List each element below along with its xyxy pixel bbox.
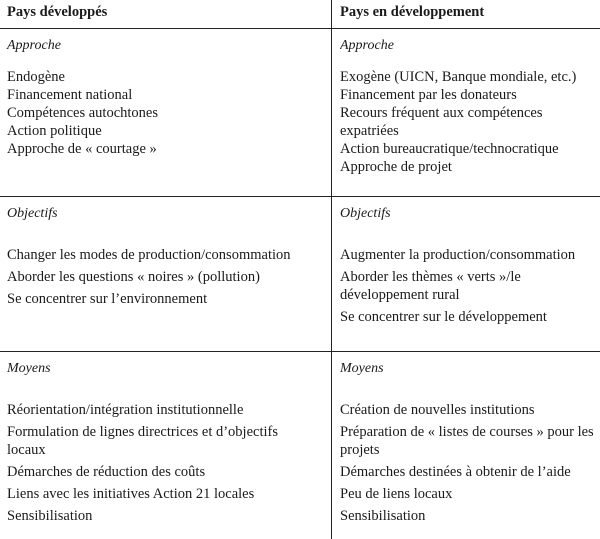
moyens-left-cell	[7, 361, 325, 525]
list-item: Approche de « courtage »	[7, 141, 157, 157]
section-label-moyens: Moyens	[340, 361, 384, 376]
list-item: Démarches destinées à obtenir de l’aide	[340, 464, 571, 480]
list-item: Se concentrer sur l’environnement	[7, 291, 208, 307]
section-label-objectifs: Objectifs	[340, 206, 391, 221]
list-item: Changer les modes de production/consommation	[7, 247, 291, 263]
section-label-approche: Approche	[7, 38, 61, 53]
list-item: Préparation de « listes de courses » pour les projets	[340, 424, 594, 458]
list-item: Démarches de réduction des coûts	[7, 464, 206, 480]
column-divider	[331, 0, 332, 539]
objectifs-left-cell	[7, 206, 325, 308]
objectifs-right-cell	[340, 206, 600, 326]
row-rule-objectifs	[0, 351, 600, 352]
row-rule-approche	[0, 196, 600, 197]
list-item: Approche de projet	[340, 159, 452, 175]
list-item: Création de nouvelles institutions	[340, 402, 535, 418]
list-item: Réorientation/intégration institutionnelle	[7, 402, 244, 418]
header-developing-countries: Pays en développement	[340, 4, 485, 20]
list-item: Financement national	[7, 87, 133, 103]
list-item: Action politique	[7, 123, 102, 139]
list-item: Endogène	[7, 69, 65, 85]
list-item: Recours fréquent aux compétences expatriées	[340, 105, 543, 139]
list-item: Sensibilisation	[340, 508, 426, 524]
list-item: Augmenter la production/consommation	[340, 247, 576, 263]
list-item: Aborder les thèmes « verts »/le développement rural	[340, 269, 521, 303]
header-developed-countries: Pays développés	[7, 4, 108, 20]
list-item: Peu de liens locaux	[340, 486, 453, 502]
list-item: Exogène (UICN, Banque mondiale, etc.)	[340, 69, 577, 85]
list-item: Aborder les questions « noires » (pollution)	[7, 269, 260, 285]
list-item: Se concentrer sur le développement	[340, 309, 547, 325]
header-rule	[0, 28, 600, 29]
section-label-objectifs: Objectifs	[7, 206, 58, 221]
moyens-right-cell	[340, 361, 600, 525]
list-item: Financement par les donateurs	[340, 87, 517, 103]
list-item: Sensibilisation	[7, 508, 93, 524]
approche-left-cell	[7, 38, 325, 158]
list-item: Formulation de lignes directrices et d’objectifs locaux	[7, 424, 278, 458]
approche-right-cell	[340, 38, 600, 176]
list-item: Compétences autochtones	[7, 105, 158, 121]
list-item: Action bureaucratique/technocratique	[340, 141, 559, 157]
section-label-approche: Approche	[340, 38, 394, 53]
section-label-moyens: Moyens	[7, 361, 51, 376]
list-item: Liens avec les initiatives Action 21 locales	[7, 486, 255, 502]
